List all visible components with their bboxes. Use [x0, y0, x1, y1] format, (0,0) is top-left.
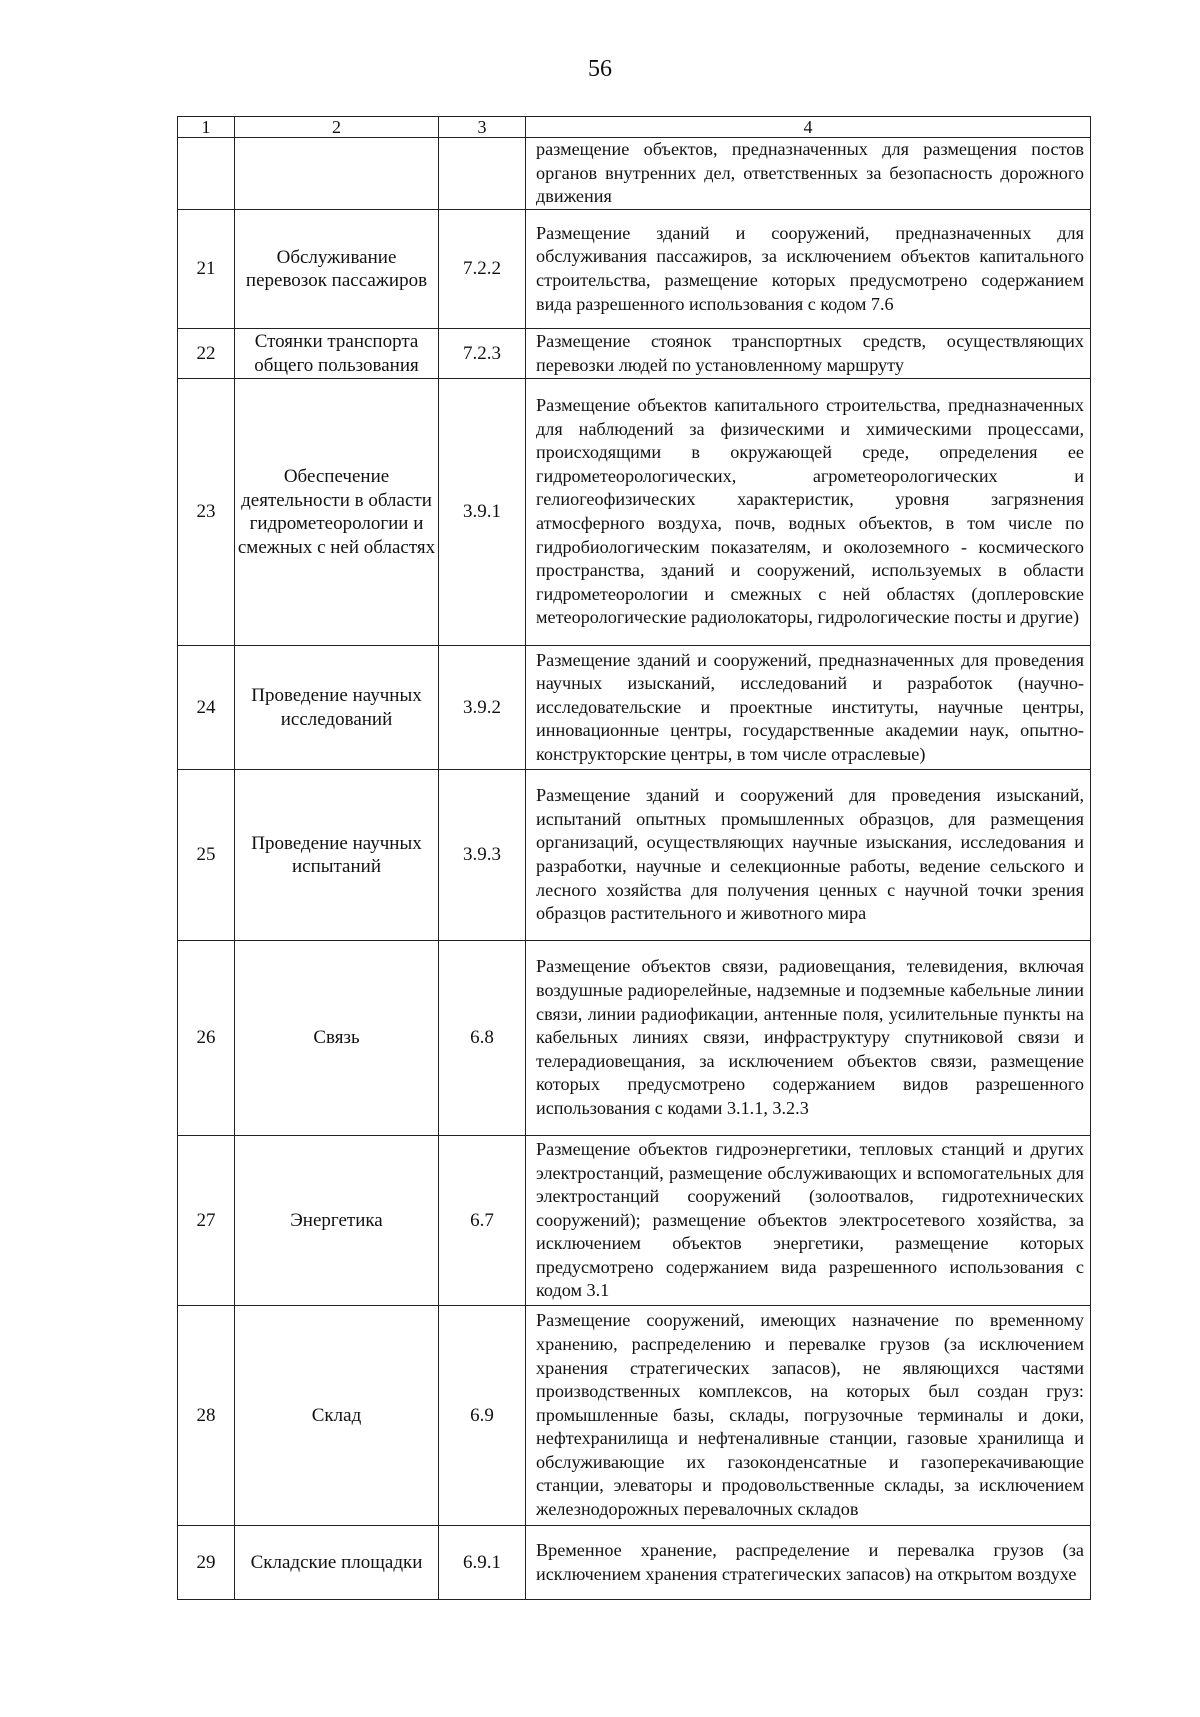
land-use-table [177, 116, 1091, 1600]
land-use-code: 6.9.1 [439, 1526, 526, 1600]
land-use-name [235, 138, 439, 210]
land-use-description: Размещение стоянок транспортных средств, осуществляющих перевозки людей по установленному маршруту [526, 329, 1091, 379]
land-use-code: 6.9 [439, 1306, 526, 1526]
land-use-name: Проведение научных исследований [235, 646, 439, 770]
header-col-4: 4 [526, 117, 1091, 138]
land-use-code [439, 138, 526, 210]
land-use-description: размещение объектов, предназначенных для размещения постов органов внутренних дел, ответственных за безопасность дорожного движения [526, 138, 1091, 210]
land-use-description: Размещение зданий и сооружений, предназначенных для обслуживания пассажиров, за исключением объектов капитального строительства, размещение которых предусмотрено содержанием вида разрешенного использования с кодом 7.6 [526, 210, 1091, 329]
land-use-name: Энергетика [235, 1136, 439, 1306]
table-row [178, 210, 1091, 329]
table-row [178, 646, 1091, 770]
page-number: 56 [588, 56, 612, 82]
row-number: 22 [178, 329, 235, 379]
table-row [178, 138, 1091, 210]
table-row [178, 1306, 1091, 1526]
land-use-name: Проведение научных испытаний [235, 770, 439, 941]
table-row [178, 1526, 1091, 1600]
table-row [178, 379, 1091, 646]
row-number [178, 138, 235, 210]
land-use-code: 3.9.3 [439, 770, 526, 941]
land-use-description: Размещение объектов капитального строительства, предназначенных для наблюдений за физическими и химическими процессами, происходящими в окружающей среде, определения ее гидрометеорологических, агрометеорологических и гелиогеофизических характеристик, уровня загрязнения атмосферного воздуха, почв, водных объектов, в том числе по гидробиологическим показателям, и околоземного - космического пространства, зданий и сооружений, используемых в области гидрометеорологии и смежных с ней областях (доплеровские метеорологические радиолокаторы, гидрологические посты и другие) [526, 379, 1091, 646]
land-use-name: Обеспечение деятельности в области гидрометеорологии и смежных с ней областях [235, 379, 439, 646]
land-use-description: Временное хранение, распределение и перевалка грузов (за исключением хранения стратегических запасов) на открытом воздухе [526, 1526, 1091, 1600]
row-number: 27 [178, 1136, 235, 1306]
table-row [178, 1136, 1091, 1306]
land-use-name: Связь [235, 941, 439, 1136]
land-use-description: Размещение зданий и сооружений, предназначенных для проведения научных изысканий, исследований и разработок (научно-исследовательские и проектные институты, научные центры, инновационные центры, государственные академии наук, опытно-конструкторские центры, в том числе отраслевые) [526, 646, 1091, 770]
header-col-1: 1 [178, 117, 235, 138]
land-use-description: Размещение объектов гидроэнергетики, тепловых станций и других электростанций, размещение обслуживающих и вспомогательных для электростанций сооружений (золоотвалов, гидротехнических сооружений); размещение объектов электросетевого хозяйства, за исключением объектов энергетики, размещение которых предусмотрено содержанием вида разрешенного использования с кодом 3.1 [526, 1136, 1091, 1306]
land-use-code: 7.2.2 [439, 210, 526, 329]
table-header-row [178, 117, 1091, 138]
row-number: 29 [178, 1526, 235, 1600]
land-use-description: Размещение зданий и сооружений для проведения изысканий, испытаний опытных промышленных образцов, для размещения организаций, осуществляющих научные изыскания, исследования и разработки, научные и селекционные работы, ведение сельского и лесного хозяйства для получения ценных с научной точки зрения образцов растительного и животного мира [526, 770, 1091, 941]
row-number: 25 [178, 770, 235, 941]
land-use-name: Склад [235, 1306, 439, 1526]
land-use-description: Размещение объектов связи, радиовещания, телевидения, включая воздушные радиорелейные, надземные и подземные кабельные линии связи, линии радиофикации, антенные поля, усилительные пункты на кабельных линиях связи, инфраструктуру спутниковой связи и телерадиовещания, за исключением объектов связи, размещение которых предусмотрено содержанием видов разрешенного использования с кодами 3.1.1, 3.2.3 [526, 941, 1091, 1136]
row-number: 21 [178, 210, 235, 329]
land-use-code: 6.7 [439, 1136, 526, 1306]
land-use-code: 3.9.1 [439, 379, 526, 646]
header-col-2: 2 [235, 117, 439, 138]
land-use-code: 6.8 [439, 941, 526, 1136]
row-number: 23 [178, 379, 235, 646]
land-use-code: 3.9.2 [439, 646, 526, 770]
land-use-code: 7.2.3 [439, 329, 526, 379]
land-use-name: Стоянки транспорта общего пользования [235, 329, 439, 379]
row-number: 26 [178, 941, 235, 1136]
table-row [178, 941, 1091, 1136]
land-use-name: Складские площадки [235, 1526, 439, 1600]
table-row [178, 770, 1091, 941]
row-number: 24 [178, 646, 235, 770]
land-use-description: Размещение сооружений, имеющих назначение по временному хранению, распределению и перевалке грузов (за исключением хранения стратегических запасов), не являющихся частями производственных комплексов, на которых был создан груз: промышленные базы, склады, погрузочные терминалы и доки, нефтехранилища и нефтеналивные станции, газовые хранилища и обслуживающие их газоконденсатные и газоперекачивающие станции, элеваторы и продовольственные склады, за исключением железнодорожных перевалочных складов [526, 1306, 1091, 1526]
header-col-3: 3 [439, 117, 526, 138]
land-use-name: Обслуживание перевозок пассажиров [235, 210, 439, 329]
table-row [178, 329, 1091, 379]
row-number: 28 [178, 1306, 235, 1526]
